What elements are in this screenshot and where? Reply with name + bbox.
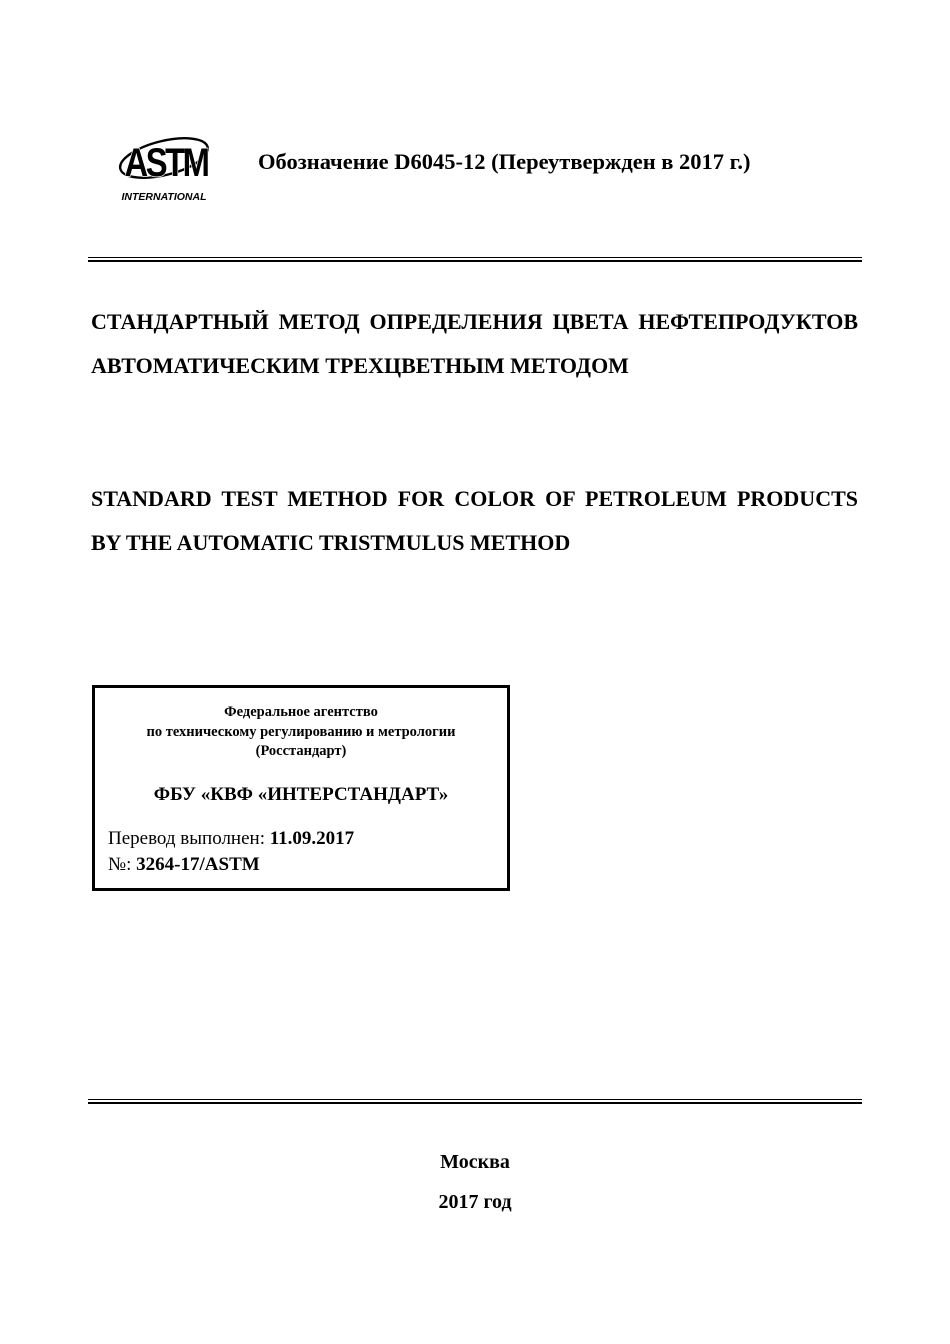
footer-divider	[88, 1099, 862, 1104]
agency-line-2: по техническому регулированию и метрологии	[146, 723, 456, 740]
publication-year: 2017 год	[438, 1191, 512, 1213]
logo-mark-text: ASTM	[124, 139, 208, 185]
agency-line-3: (Росстандарт)	[255, 743, 347, 759]
publication-city: Москва	[440, 1151, 510, 1173]
translated-date: 11.09.2017	[269, 828, 355, 849]
agency-line-1: Федеральное агентство	[224, 704, 378, 720]
document-designation: Обозначение D6045-12 (Переутвержден в 2017 г.)	[258, 149, 751, 174]
header-divider	[88, 257, 862, 262]
title-russian: СТАНДАРТНЫЙ МЕТОД ОПРЕДЕЛЕНИЯ ЦВЕТА НЕФТЕПРОДУКТОВ АВТОМАТИЧЕСКИМ ТРЕХЦВЕТНЫМ МЕТОДОМ	[91, 309, 858, 378]
translated-label: Перевод выполнен:	[108, 828, 270, 849]
organization-name: ФБУ «КВФ «ИНТЕРСТАНДАРТ»	[153, 784, 449, 805]
number-value: 3264-17/ASTM	[136, 854, 260, 875]
astm-logo-icon	[116, 122, 216, 206]
translation-stamp	[92, 685, 510, 891]
agency-block	[95, 703, 507, 762]
astm-logo	[116, 122, 216, 206]
translation-date-line	[108, 828, 354, 850]
title-english: STANDARD TEST METHOD FOR COLOR OF PETROLEUM PRODUCTS BY THE AUTOMATIC TRISTMULUS METHOD	[91, 486, 858, 555]
logo-subtext: INTERNATIONAL	[121, 191, 207, 203]
number-label: №:	[108, 854, 137, 875]
translation-number-line	[108, 854, 260, 876]
